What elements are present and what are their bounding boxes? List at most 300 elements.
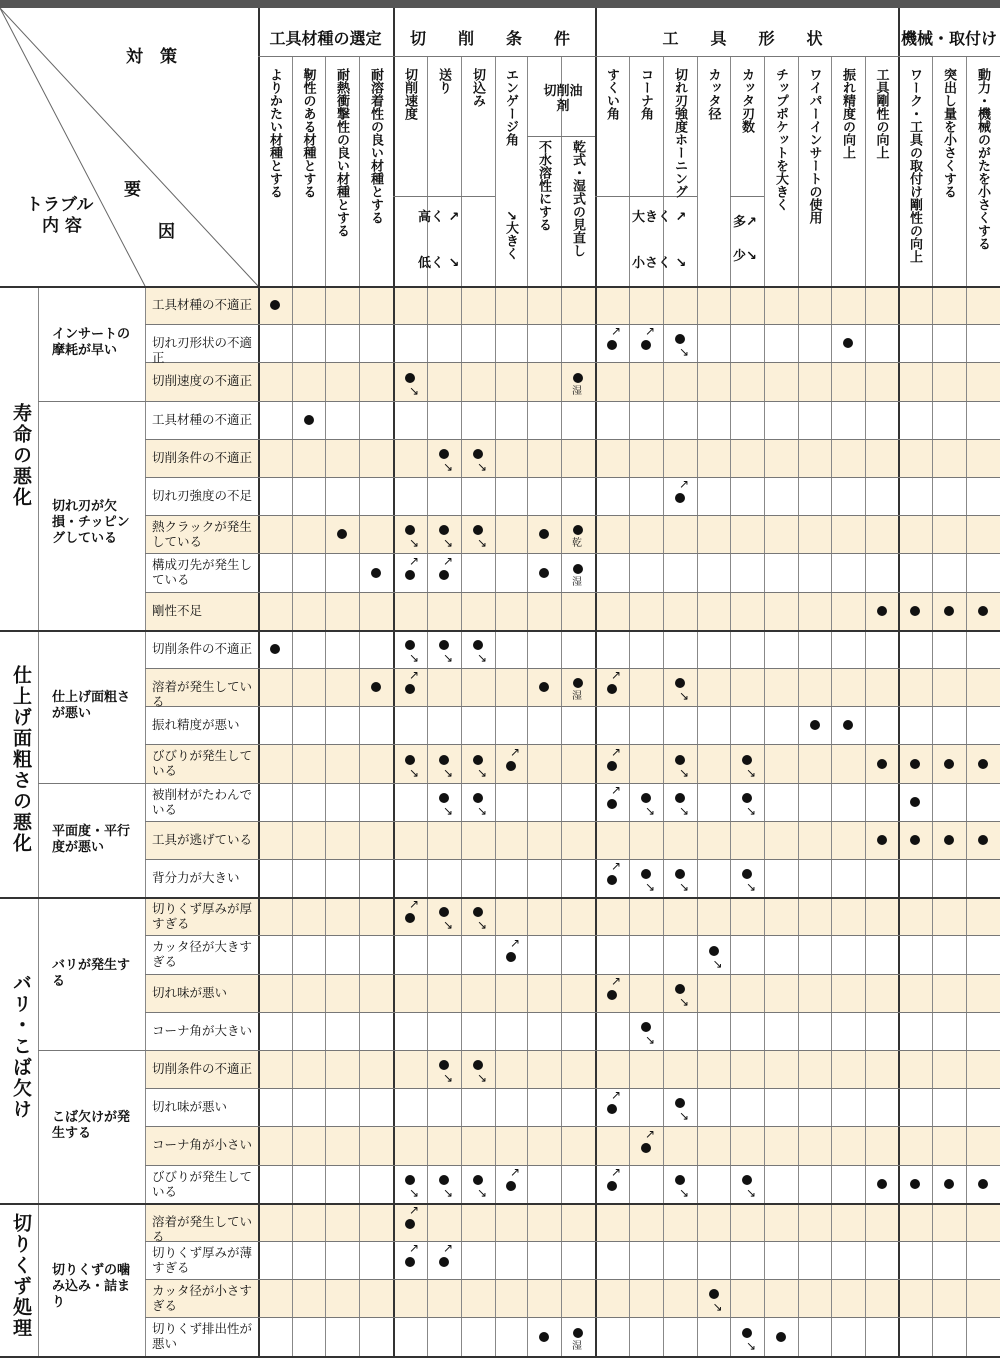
- mark-dot: [473, 755, 483, 765]
- category-divider: [0, 630, 1000, 632]
- row-cause: 切削条件の不適正: [152, 640, 253, 656]
- mark-dot: [539, 568, 549, 578]
- down-arrow: ↘: [746, 880, 757, 895]
- mark: [597, 668, 627, 702]
- down-arrow: ↘: [679, 1109, 690, 1124]
- category-label: 切りくず処理: [10, 1213, 32, 1340]
- mark-dot: [641, 1022, 651, 1032]
- mark-dot: [742, 869, 752, 879]
- row-divider: [145, 974, 1000, 975]
- down-arrow: ↘: [645, 880, 656, 895]
- speed-feed-divider: [393, 196, 495, 197]
- row-cause: びびりが発生している: [152, 748, 253, 779]
- measures-label: 対 策: [126, 47, 177, 67]
- mark-dot: [910, 606, 920, 616]
- category-divider: [0, 1203, 1000, 1205]
- mark-dot: [641, 869, 651, 879]
- row-divider: [145, 1126, 1000, 1127]
- up-arrow: ↗: [409, 897, 420, 912]
- mark-dot: [742, 793, 752, 803]
- mark: [968, 749, 998, 779]
- mark: [968, 825, 998, 855]
- up-arrow: ↗: [443, 553, 454, 568]
- mark-dot: [877, 606, 887, 616]
- mark: [395, 553, 425, 588]
- mark-dot: [473, 907, 483, 917]
- down-arrow: ↘: [645, 803, 656, 818]
- mark-dot: [539, 682, 549, 692]
- row-cause: 溶着が発生している: [152, 679, 253, 709]
- row-cause: 工具が逃げている: [152, 831, 253, 847]
- mark: [766, 1322, 796, 1352]
- mark: [563, 519, 593, 549]
- mark: [597, 859, 627, 893]
- row-cause: 切削条件の不適正: [152, 1061, 253, 1076]
- row-cause: びびりが発生している: [152, 1168, 253, 1199]
- mark-dot: [607, 990, 617, 1000]
- mark: [260, 634, 290, 664]
- mark-dot: [473, 1175, 483, 1185]
- mark: [529, 1322, 559, 1352]
- up-arrow: ↗: [510, 935, 521, 950]
- row-divider: [145, 477, 1000, 478]
- mark: [934, 825, 964, 855]
- row-cause: 構成刃先が発生している: [152, 557, 253, 588]
- mark-dot: [405, 570, 415, 580]
- mark-dot: [978, 606, 988, 616]
- label-line: [38, 286, 39, 1356]
- column-header: 送り: [436, 68, 451, 94]
- mark: [463, 749, 493, 779]
- mark: [631, 863, 661, 893]
- mark: [529, 672, 559, 702]
- down-arrow: ↘: [477, 536, 488, 551]
- row-divider: [145, 859, 1000, 860]
- mark-dot: [607, 761, 617, 771]
- row-divider: [145, 1317, 1000, 1318]
- row-divider: [145, 362, 1000, 363]
- mark-dot: [607, 1181, 617, 1191]
- mark-dot: [675, 984, 685, 994]
- row-cause: 溶着が発生している: [152, 1213, 253, 1244]
- down-arrow: ↘: [477, 803, 488, 818]
- mark-dot: [473, 449, 483, 459]
- column-header: すくい角: [604, 68, 619, 120]
- mark-dot: [675, 755, 685, 765]
- mark-dot: [675, 1175, 685, 1185]
- mark-dot: [843, 720, 853, 730]
- mark-dot: [742, 755, 752, 765]
- big-label: 大きく ↗: [632, 210, 687, 225]
- down-arrow: ↘: [443, 918, 454, 933]
- mark-dot: [573, 678, 583, 688]
- mark-dot: [675, 793, 685, 803]
- up-arrow: ↗: [510, 1164, 521, 1179]
- down-arrow: ↘: [409, 1185, 420, 1200]
- row-divider: [145, 515, 1000, 516]
- group-divider: [258, 56, 1000, 57]
- mark-dot: [978, 835, 988, 845]
- mark-dot: [877, 1179, 887, 1189]
- mark: [665, 1169, 695, 1199]
- trouble-label: トラブル: [26, 195, 94, 215]
- up-arrow: ↗: [611, 668, 622, 683]
- subgroup-divider: [38, 1050, 1000, 1051]
- coolant-label: 切削油剤: [543, 84, 583, 114]
- row-divider: [145, 1279, 1000, 1280]
- mark: [563, 367, 593, 397]
- mark: [900, 1169, 930, 1199]
- mark-dot: [371, 568, 381, 578]
- up-arrow: ↗: [409, 553, 420, 568]
- subgroup-label: 切れ刃が欠損・チッピングしている: [52, 499, 130, 547]
- mark: [529, 519, 559, 549]
- subgroup-label: こば欠けが発生する: [52, 1110, 131, 1142]
- up-arrow: ↗: [645, 324, 656, 339]
- mark-dot: [473, 793, 483, 803]
- mark-dot: [675, 493, 685, 503]
- category-divider: [0, 897, 1000, 899]
- column-line: [258, 8, 260, 1356]
- mark-dot: [439, 570, 449, 580]
- mark-dot: [405, 684, 415, 694]
- mark-note: 湿: [572, 385, 582, 397]
- mark: [429, 1169, 459, 1199]
- mark-dot: [573, 525, 583, 535]
- mark: [665, 328, 695, 358]
- row-divider: [145, 744, 1000, 745]
- row-cause: 切れ刃形状の不適正: [152, 335, 253, 366]
- down-arrow: ↘: [443, 650, 454, 665]
- column-header: 耐熱衝撃性の良い材種とする: [334, 68, 349, 237]
- mark: [597, 1088, 627, 1122]
- mark: [429, 1054, 459, 1084]
- row-cause: 切れ刃強度の不足: [152, 488, 253, 503]
- mark-dot: [405, 1175, 415, 1185]
- mark-dot: [944, 1179, 954, 1189]
- mark: [732, 749, 762, 779]
- mark: [665, 477, 695, 511]
- mark: [429, 519, 459, 549]
- mark: [395, 897, 425, 931]
- mark: [463, 519, 493, 549]
- mark-dot: [641, 1143, 651, 1153]
- mark-dot: [910, 759, 920, 769]
- mark: [968, 1169, 998, 1199]
- mark: [732, 863, 762, 893]
- mark: [867, 1169, 897, 1199]
- mark-note: 湿: [572, 691, 582, 703]
- mark-dot: [843, 338, 853, 348]
- row-cause: カッタ径が大きすぎる: [152, 939, 252, 970]
- mark-dot: [675, 1098, 685, 1108]
- mark-dot: [607, 799, 617, 809]
- mark-dot: [607, 684, 617, 694]
- up-arrow: ↗: [611, 782, 622, 797]
- mark-dot: [978, 1179, 988, 1189]
- down-arrow: ↘: [645, 1032, 656, 1047]
- mark: [833, 328, 863, 358]
- subgroup-label: 切りくずの噛み込み・詰まり: [52, 1263, 131, 1311]
- down-arrow: ↘: [477, 1185, 488, 1200]
- mark-dot: [337, 529, 347, 539]
- mark-dot: [944, 835, 954, 845]
- down-arrow: ↘: [712, 956, 723, 971]
- down-arrow: ↘: [679, 994, 690, 1009]
- mark-dot: [877, 835, 887, 845]
- row-cause: コーナ角が大きい: [152, 1022, 253, 1038]
- mark: [395, 634, 425, 664]
- row-divider: [145, 592, 1000, 593]
- mark-dot: [405, 755, 415, 765]
- mark: [867, 749, 897, 779]
- mark-dot: [405, 913, 415, 923]
- mark-dot: [910, 835, 920, 845]
- column-header: 靭性のある材種とする: [300, 68, 316, 198]
- column-header: エンゲージ角: [503, 68, 518, 146]
- column-header: 不水溶性にする: [536, 140, 551, 231]
- subgroup-divider: [38, 401, 1000, 402]
- column-header: よりかたい材種とする: [267, 68, 282, 198]
- mark-note: 湿: [572, 1340, 582, 1352]
- coolant-divider: [527, 136, 595, 137]
- mark: [395, 519, 425, 549]
- low-label: 低く ↘: [418, 256, 460, 271]
- subgroup-label: 仕上げ面粗さが悪い: [52, 690, 131, 722]
- row-cause: 振れ精度が悪い: [152, 717, 240, 733]
- down-arrow: ↘: [477, 918, 488, 933]
- mark-dot: [944, 759, 954, 769]
- mark: [732, 787, 762, 817]
- mark-dot: [439, 449, 449, 459]
- mark: [900, 749, 930, 779]
- down-arrow: ↘: [679, 765, 690, 780]
- up-arrow: ↗: [679, 477, 690, 492]
- down-arrow: ↘: [443, 765, 454, 780]
- down-arrow: ↘: [746, 1185, 757, 1200]
- mark-dot: [910, 797, 920, 807]
- mark-dot: [405, 640, 415, 650]
- row-shade: [145, 897, 1000, 935]
- mark-dot: [641, 340, 651, 350]
- subgroup-label: 平面度・平行度が悪い: [52, 823, 131, 855]
- mark: [429, 553, 459, 588]
- mark: [395, 1241, 425, 1275]
- mark: [496, 935, 526, 970]
- mark: [463, 1054, 493, 1084]
- row-cause: 剛性不足: [152, 602, 203, 618]
- mark: [665, 863, 695, 893]
- mark: [429, 1241, 459, 1275]
- row-divider: [145, 706, 1000, 707]
- mark-dot: [573, 1328, 583, 1338]
- down-arrow: ↘: [477, 459, 488, 474]
- mark-dot: [439, 640, 449, 650]
- mark-dot: [506, 1181, 516, 1191]
- mark: [800, 710, 830, 740]
- up-arrow: ↗: [443, 1241, 454, 1256]
- group-header: 工 具 形 状: [662, 29, 831, 48]
- mark: [597, 782, 627, 817]
- row-cause: 熱クラックが発生している: [152, 519, 252, 550]
- mark-dot: [405, 1257, 415, 1267]
- up-arrow: ↗: [645, 1126, 656, 1141]
- mark: [732, 1169, 762, 1199]
- down-arrow: ↘: [746, 803, 757, 818]
- mark: [361, 558, 391, 588]
- mark: [968, 596, 998, 626]
- row-cause: 切りくず排出性が悪い: [152, 1321, 253, 1352]
- mark: [699, 940, 729, 970]
- row-divider: [145, 1241, 1000, 1242]
- column-header: 切削速度: [402, 68, 417, 120]
- mark: [665, 1092, 695, 1122]
- column-header: 耐溶着性の良い材種とする: [368, 68, 383, 224]
- mark: [361, 672, 391, 702]
- subgroup-label: バリが発生する: [52, 957, 131, 989]
- mark: [867, 825, 897, 855]
- mark-dot: [709, 1289, 719, 1299]
- column-header: 動力・機械のがたを小さくする: [975, 68, 990, 250]
- mark-dot: [877, 759, 887, 769]
- row-divider: [145, 1165, 1000, 1166]
- coolant-line: [527, 56, 528, 136]
- mark: [429, 634, 459, 664]
- mark: [665, 978, 695, 1008]
- teeth-divider: [730, 196, 764, 197]
- row-divider: [145, 821, 1000, 822]
- down-arrow: ↘: [443, 803, 454, 818]
- mark-dot: [641, 793, 651, 803]
- mark: [529, 558, 559, 588]
- mark-dot: [978, 759, 988, 769]
- group-header: 工具材種の選定: [269, 29, 382, 48]
- down-arrow: ↘: [477, 650, 488, 665]
- column-header: カッタ刃数: [739, 68, 754, 133]
- high-label: 高く ↗: [418, 210, 460, 225]
- mark-dot: [539, 529, 549, 539]
- mark-dot: [742, 1175, 752, 1185]
- mark: [867, 596, 897, 626]
- mark: [395, 367, 425, 397]
- table-bottom: [0, 1356, 1000, 1358]
- down-arrow: ↘: [443, 536, 454, 551]
- mark: [395, 1202, 425, 1237]
- up-arrow: ↗: [611, 324, 622, 339]
- mark: [665, 749, 695, 779]
- mark-dot: [675, 678, 685, 688]
- row-divider: [145, 439, 1000, 440]
- row-cause: コーナ角が小さい: [152, 1137, 253, 1153]
- mark-dot: [439, 755, 449, 765]
- mark-dot: [439, 1257, 449, 1267]
- mark: [395, 749, 425, 779]
- column-line: [898, 8, 900, 1356]
- mark: [563, 672, 593, 702]
- mark-dot: [709, 946, 719, 956]
- mark-dot: [439, 907, 449, 917]
- mark: [900, 825, 930, 855]
- down-arrow: ↘: [679, 345, 690, 360]
- mark: [665, 672, 695, 702]
- column-header: 工具剛性の向上: [873, 68, 889, 159]
- subgroup-divider: [38, 783, 1000, 784]
- down-arrow: ↘: [746, 1338, 757, 1353]
- down-arrow: ↘: [712, 1300, 723, 1315]
- row-divider: [145, 553, 1000, 554]
- row-cause: 工具材種の不適正: [152, 297, 253, 312]
- row-cause: 切りくず厚みが厚すぎる: [152, 901, 253, 932]
- column-header: ワーク・工具の取付け剛性の向上: [907, 68, 922, 263]
- mark-dot: [573, 564, 583, 574]
- row-cause: 切れ味が悪い: [152, 984, 228, 1000]
- row-cause: 背分力が大きい: [152, 870, 240, 885]
- down-arrow: ↘: [409, 383, 420, 398]
- up-arrow: ↗: [611, 973, 622, 988]
- down-arrow: ↘: [443, 1185, 454, 1200]
- mark: [463, 1169, 493, 1199]
- row-shade: [145, 1126, 1000, 1164]
- up-arrow: ↗: [409, 668, 420, 683]
- category-label: バリ・こば欠け: [10, 973, 32, 1120]
- mark: [934, 749, 964, 779]
- mark-dot: [607, 1104, 617, 1114]
- down-arrow: ↘: [679, 880, 690, 895]
- mark: [463, 787, 493, 817]
- mark: [496, 1164, 526, 1199]
- row-cause: 被削材がたわんでいる: [152, 786, 253, 817]
- mark-dot: [405, 1219, 415, 1229]
- mark-dot: [506, 761, 516, 771]
- mark-dot: [473, 640, 483, 650]
- mark-dot: [675, 334, 685, 344]
- mark: [563, 1322, 593, 1352]
- mark: [260, 290, 290, 320]
- up-arrow: ↗: [611, 744, 622, 759]
- mark-note: 乾: [572, 538, 582, 550]
- row-divider: [145, 1088, 1000, 1089]
- mark-dot: [506, 952, 516, 962]
- up-arrow: ↗: [510, 744, 521, 759]
- column-header: ワイパーインサートの使用: [806, 68, 822, 224]
- subgroup-label: インサートの摩耗が早い: [52, 327, 131, 359]
- mark: [631, 1016, 661, 1046]
- mark: [699, 1283, 729, 1313]
- mark-dot: [607, 340, 617, 350]
- mark: [429, 901, 459, 931]
- mark-dot: [675, 869, 685, 879]
- up-arrow: ↗: [611, 1164, 622, 1179]
- mark: [631, 324, 661, 358]
- mark-dot: [573, 373, 583, 383]
- up-arrow: ↗: [409, 1241, 420, 1256]
- row-shade: [145, 439, 1000, 477]
- mark-dot: [304, 415, 314, 425]
- mark-dot: [270, 300, 280, 310]
- row-divider: [145, 668, 1000, 669]
- mark: [563, 558, 593, 588]
- category-label: 寿命の悪化: [10, 402, 32, 508]
- up-arrow: ↗: [611, 859, 622, 874]
- row-cause: カッタ径が小さすぎる: [152, 1283, 252, 1314]
- mark-dot: [439, 525, 449, 535]
- column-header: 振れ精度の向上: [840, 68, 855, 159]
- row-divider: [145, 1012, 1000, 1013]
- mark-dot: [944, 606, 954, 616]
- mark: [463, 634, 493, 664]
- down-arrow: ↘: [409, 765, 420, 780]
- down-arrow: ↘: [746, 765, 757, 780]
